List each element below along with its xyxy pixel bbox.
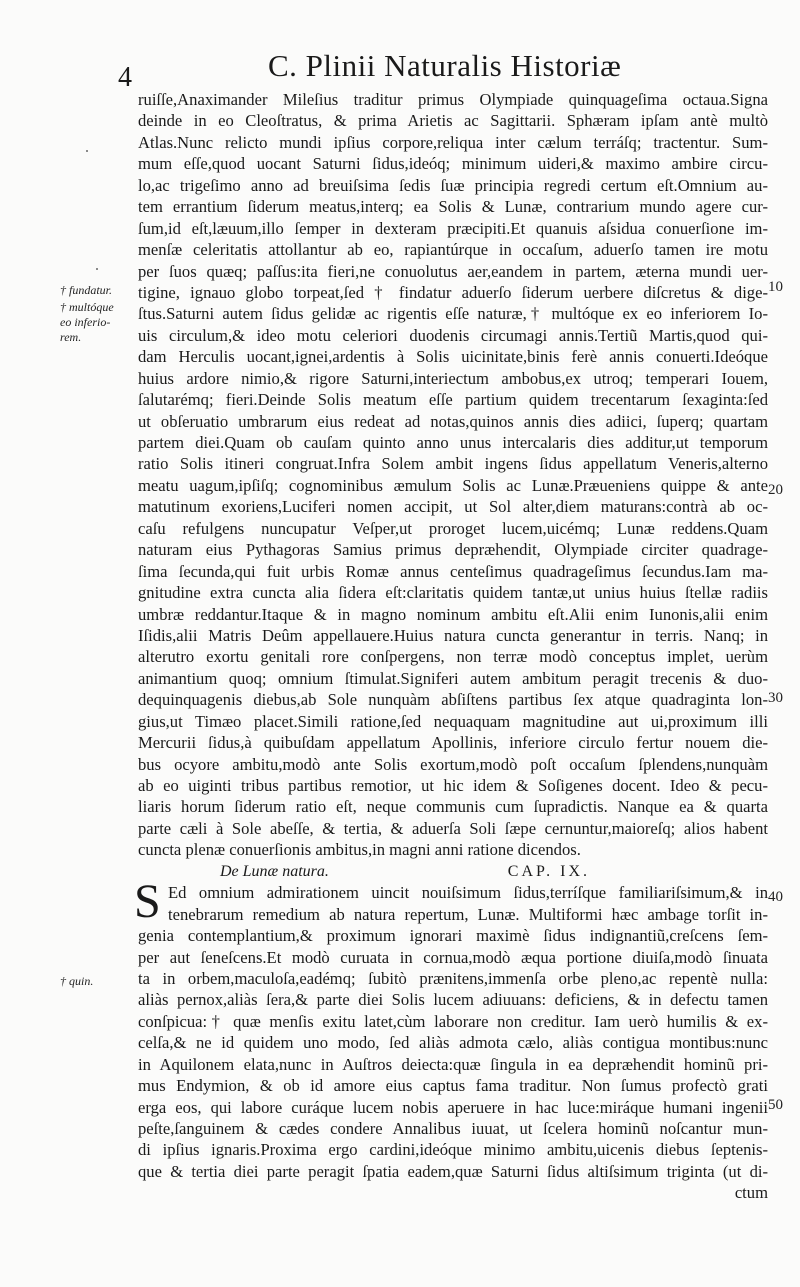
text-line: menſæ celeritatis attollantur ab eo, rapiantúrque in occaſum, aduerſo tamen ire motu [138,240,768,260]
text-line: ſum,id eſt,læuum,illo ſemper in dexteram præcipiti.Et quanuis aſsidua conuerſione im- [138,218,768,238]
margin-note-quin: † quin. [60,974,94,988]
text-line: bus ocyore ambitu,modò ante Solis exortum,modò poſt occaſum ſplendens,nunquàm [138,754,768,774]
text-part-1 [138,89,768,861]
text-line: que & tertia diei parte peragit ſpatia eadem,quæ Saturni ſidus altiſsimum triginta (ut di- [138,1161,768,1181]
text-line: deinde in eo Cleoſtratus, & prima Arietis ac Sagittarii. Sphæram ipſam antè multò [138,111,768,131]
text-line: tem errantium ſiderum meatus,interq; ea Solis & Lunæ, contrarium mundo agere cur- [138,197,768,217]
margin-note-fundatur: † fundatur. [60,283,113,297]
margin-note-multoque-cont: eo inferio- [60,315,111,329]
text-line: caſu refulgens nuncupatur Veſper,ut proroget lucem,uicémq; Lunæ reddens.Quam [138,518,768,538]
text-line: ut obſeruatio umbrarum eius redeat ad notas,quinos annis dies adiici, ſuperq; quartam [138,411,768,431]
text-line: partem diei.Quam ob cauſam quinto anno unus intercalaris dies additur,ut temporum [138,433,768,452]
text-line: matutinum exoriens,Luciferi nomen accipit, ut Sol alter,diem maturans:contrà ab oc- [138,497,768,517]
text-line: lo,ac trigeſimo anno ad breuiſsima ſedis ſuæ principia regredi certum eſt.Omnium au- [138,175,768,195]
text-line: ſalutarémq; fieri.Deinde Solis meatum eſſe partium quidem trecentarum ſexaginta:ſed [138,390,768,410]
margin-note-multoque: † multóque [60,300,114,314]
text-part-2 [138,882,768,1182]
ink-speck [86,150,88,152]
text-line: in Aquilonem elata,nunc in Auſtros deiecta:quæ ſingula in ea depræhendit hominũ pri- [138,1054,768,1074]
text-line: cuncta plenæ conuerſionis ambitus,in magni anni ratione dicendos. [138,840,581,860]
text-line: per ſuos quæq; paſſus:ita fieri,ne conuolutus aer,eandem in partem, æterna mundi uer- [138,261,768,281]
text-line: per aut ſeneſcens.Et modò curuata in cornua,modò æqua portione diuiſa,modò ſinuata [138,947,768,967]
text-line: aliàs pernox,aliàs ſera,& parte diei Solis lucem adiuuans: deficiens, & in defectu tamen [138,990,768,1010]
text-line: naturam eius Pythagoras Samius primus depræhendit, Olympiade circiter quadrage- [138,540,768,560]
chapter-body [134,875,768,1182]
text-line: mus Endymion, & ob id amore eius captus fama traditur. Non ſumus profectò grati [138,1076,768,1096]
text-line: ta in orbem,maculoſa,eadémq; ſubitò prænitens,immenſa orbe pleno,ac repentè nulla: [138,968,768,988]
text-line: Ed omnium admirationem uincit nouiſsimum ſidus,terríſque familiariſsimum,& in [168,883,768,903]
chapter-heading [138,861,768,882]
drop-cap: S [134,875,161,929]
text-line: meatu uagum,ipſiſq; cognominibus æmulum Solis ac Lunæ.Præueniens quippe & ante [138,475,768,495]
text-line: ruiſſe,Anaximander Mileſius traditur primus Olympiade quinquageſima octaua.Signa [138,90,768,109]
text-line: erga eos, qui labore curáque lucem nobis aperuere in hac luce:miráque humani ingenii [138,1097,768,1117]
text-line: genia contemplantium,& proximum ignorari maximè ſidus indignantiũ,creſcens ſem- [138,926,768,946]
text-line: Iſidis,alii Matris Deûm appellauere.Huius natura cuncta generantur in terris. Nanq; in [138,625,768,645]
text-line: parte cæli à Sole abeſſe, & tertia, & aduerſa Soli ſæpe cernuntur,maioreſq; alios habent [138,818,768,838]
text-line: Atlas.Nunc relicto mundi ipſius corpore,reliqua inter cælum terráſq; tractentur. Sum- [138,132,768,152]
chapter-title: De Lunæ natura. [220,862,329,880]
text-line: dequinquagenis diebus,ab Sole nunquàm abſiſtens partibus ſex atque quadraginta lon- [138,690,768,710]
line-number-20: 20 [768,482,783,498]
text-line: mum eſſe,quod uocant Saturni ſidus,ideóq; minimum uideri,& maximo ambire circu- [138,154,768,174]
text-line: ratio Solis itineri congruat.Infra Solem ambit ingens ſidus appellatum Veneris,alterno [138,454,768,474]
text-line: animantium quoq; omnium ſtimulat.Signiferi autem ambitum peragit trecenis & duo- [138,668,768,688]
text-line: gnitudine extra cuncta alia ſidera eſt:claritatis quidem tantæ,ut unius huius ſtellæ radiis [138,583,768,603]
text-line: dam Herculis uocant,ignei,ardentis à Solis uicinitate,binis ferè annis conuerti.Ideóque [138,347,768,367]
text-line: ſtus.Saturni autem ſidus gelidæ ac rigentis eſſe naturæ,† multóque ex eo inferiorem Io- [138,304,768,324]
text-line: celſa,& ne id quidem uno modo, ſed aliàs admota cælo, aliàs contigua montibus:nunc [138,1033,768,1053]
text-line: huius ardore nimio,& rigore Saturni,interiectum ambobus,ex utroq; temperari Iouem, [138,368,768,388]
text-line: alterutro exortu genitali rore conſpergens, non terræ modò conceptus implet, uerùm [138,647,768,667]
text-line: gius,ut Timæo placet.Simili ratione,ſed nequaquam magnitudine aut ui,proximum illi [138,711,768,731]
text-line: Mercurii ſidus,à quibuſdam appellatum Apollinis, inferiore circulo fertur nouem die- [138,733,768,753]
text-line: tigine, ignauo globo torpeat,ſed † findatur aduerſo ſiderum uerbere diſcretus & dige- [138,282,768,302]
text-line: peſte,ſanguinem & cædes condere Annalibus iuuat, ut ſcelera hominũ noſcantur mun- [138,1119,768,1138]
chapter-number: CAP. IX. [507,862,590,880]
page-number: 4 [118,62,132,93]
text-line: ſima ſecunda,qui fuit urbis Romæ annus centeſimus quadrageſimus ſecundus.Iam ma- [138,561,768,581]
text-line: ab eo uiginti tribus partibus remotior, ut hic idem & Soſigenes docent. Ideo & pecu- [138,776,768,795]
text-line: uis circulum,& ideo motu celeriori duodenis circumagi annis.Tertiũ Martis,quod qui- [138,325,768,345]
margin-note-multoque-end: rem. [60,330,82,344]
text-line: conſpicua:† quæ menſis exitu latet,cùm laborare non creditur. Iam uerò humilis & ex- [138,1011,768,1031]
text-line: tenebrarum remedium ab natura repertum, Lunæ. Multiformi hæc ambage torſit in- [168,904,768,924]
catchword: ctum [734,1183,768,1203]
line-number-40: 40 [768,889,783,905]
text-line: di ipſius ignaris.Proxima ergo cardini,ideóque minimo ambitu,uicenis diebus ſeptenis- [138,1140,768,1160]
text-line: umbræ reddantur.Itaque & in magno nominum ambitu eſt.Alii enim Iunonis,alii enim [138,604,768,624]
ink-speck [96,268,98,270]
main-text [134,89,768,1204]
line-number-30: 30 [768,690,783,706]
line-number-10: 10 [768,279,783,295]
running-title: C. Plinii Naturalis Historiæ [268,48,622,83]
text-line: liaris horum ſiderum ratio eſt, neque communis cum ſupradictis. Nanque ea & quarta [138,797,768,817]
line-number-50: 50 [768,1097,783,1113]
